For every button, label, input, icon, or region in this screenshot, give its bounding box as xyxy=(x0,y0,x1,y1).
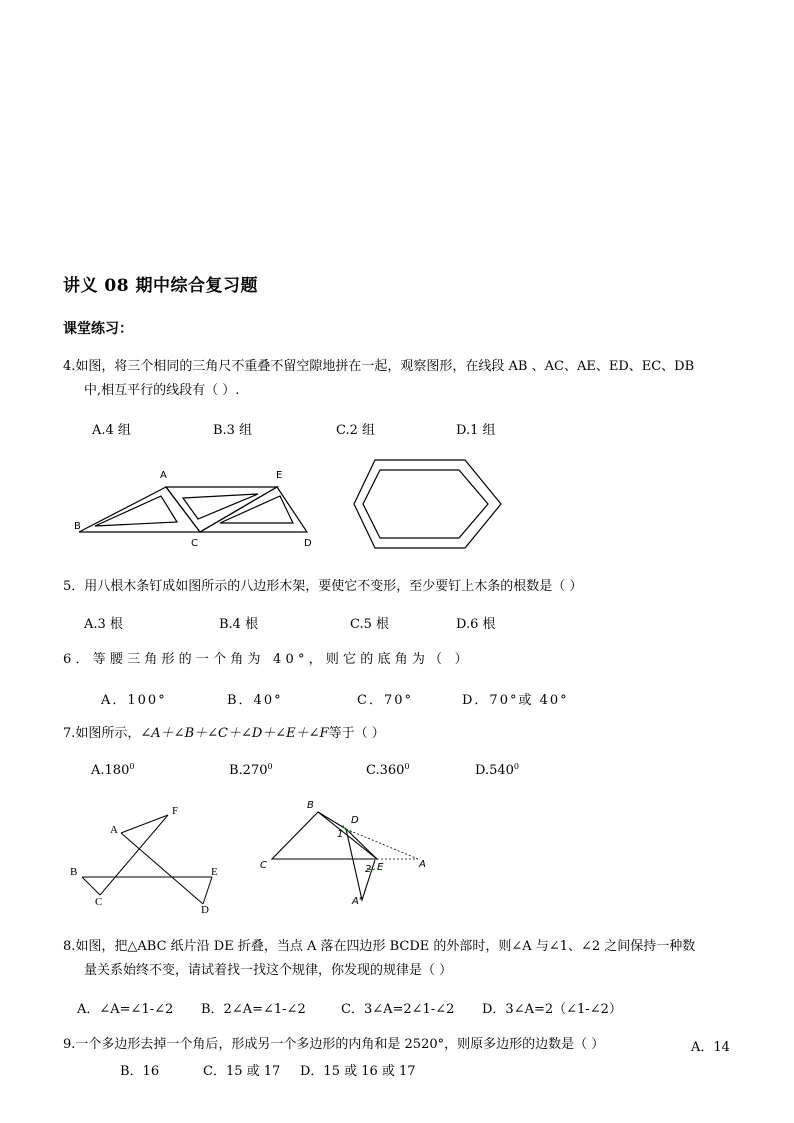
q7-text-pre: 7.如图所示， xyxy=(63,726,141,741)
q8-text-line2: 量关系始终不变，请试着找一找这个规律，你发现的规律是（ ） xyxy=(84,963,453,978)
q4-label-d: D xyxy=(304,538,312,549)
q6-text: 6．等腰三角形的一个角为 40°，则它的底角为（ ） xyxy=(63,652,472,667)
q6-option-c: C．70° xyxy=(357,693,413,708)
q5-option-d: D.6 根 xyxy=(456,617,496,632)
q4-option-a: A.4 组 xyxy=(92,423,131,438)
q9-text-line1: 9.一个多边形去掉一个角后，形成另一个多边形的内角和是 2520°，则原多边形的边数是（ ） xyxy=(63,1037,605,1052)
q4-text-line1: 4.如图，将三个相同的三角尺不重叠不留空隙地拼在一起，观察图形，在线段 AB 、AC、AE、ED、EC、DB xyxy=(63,359,695,374)
q7-option-a: A.180$^0$ xyxy=(91,762,135,778)
q7-fig1-label-a: A xyxy=(110,824,118,836)
q7-option-b: B.270$^0$ xyxy=(229,762,273,778)
q7-fig1-label-c: C xyxy=(95,896,103,908)
q4-label-a: A xyxy=(160,470,167,481)
page-title: 讲义 08 期中综合复习题 xyxy=(63,276,258,296)
q8-fig-label-a-prime: A' xyxy=(352,896,362,907)
q8-fig-label-a: A xyxy=(419,859,426,870)
q8-fig-label-e: E xyxy=(377,862,384,873)
q8-option-b: B．2∠A=∠1-∠2 xyxy=(201,1002,306,1017)
q4-label-b: B xyxy=(74,521,81,532)
section-heading: 课堂练习： xyxy=(63,321,133,337)
q5-option-b: B.4 根 xyxy=(219,617,259,632)
q7-fig1-label-e: E xyxy=(211,866,218,878)
q5-option-a: A.3 根 xyxy=(84,617,123,632)
q7-option-c: C.360$^0$ xyxy=(366,762,410,778)
q4-option-b: B.3 组 xyxy=(213,423,253,438)
q8-fig-label-d: D xyxy=(351,815,359,826)
q9-option-d: D．15 或 16 或 17 xyxy=(300,1064,416,1079)
q7-option-d: D.540$^0$ xyxy=(475,762,519,778)
q7-fig1-label-b: B xyxy=(70,866,78,878)
q4-label-e: E xyxy=(276,470,283,481)
q8-fig-label-1: 1 xyxy=(337,829,344,840)
q8-option-c: C．3∠A=2∠1-∠2 xyxy=(341,1002,455,1017)
q4-option-d: D.1 组 xyxy=(456,423,496,438)
q7-fig1-label-d: D xyxy=(201,904,209,916)
q8-fig-label-b: B xyxy=(307,800,314,811)
q5-option-c: C.5 根 xyxy=(350,617,390,632)
q5-text: 5．用八根木条钉成如图所示的八边形木架，要使它不变形，至少要钉上木条的根数是（ ） xyxy=(63,579,583,594)
q7-fig1-label-f: F xyxy=(172,805,179,817)
q8-fig-label-2: 2 xyxy=(365,864,372,875)
q8-fig-label-c: C xyxy=(260,860,267,871)
q9-option-c: C．15 或 17 xyxy=(203,1064,281,1079)
q7-text-post: 等于（ ） xyxy=(328,726,385,741)
q8-text-line1: 8.如图，把△ABC 纸片沿 DE 折叠，当点 A 落在四边形 BCDE 的外部时，则∠A 与∠1、∠2 之间保持一种数 xyxy=(63,939,696,954)
q4-text-line2: 中,相互平行的线段有（ ）. xyxy=(84,383,240,398)
q6-option-b: B．40° xyxy=(227,693,283,708)
q8-option-a: A．∠A=∠1-∠2 xyxy=(77,1002,174,1017)
q9-option-a: A．14 xyxy=(691,1040,730,1055)
q6-option-a: A．100° xyxy=(101,693,167,708)
q4-option-c: C.2 组 xyxy=(336,423,376,438)
q9-option-b: B．16 xyxy=(120,1064,160,1079)
q7-angle-sum: ∠A＋∠B＋∠C＋∠D＋∠E＋∠F xyxy=(140,726,329,741)
q8-option-d: D．3∠A=2（∠1-∠2） xyxy=(482,1002,622,1017)
q6-option-d: D．70°或 40° xyxy=(462,693,569,708)
q4-label-c: C xyxy=(191,538,198,549)
